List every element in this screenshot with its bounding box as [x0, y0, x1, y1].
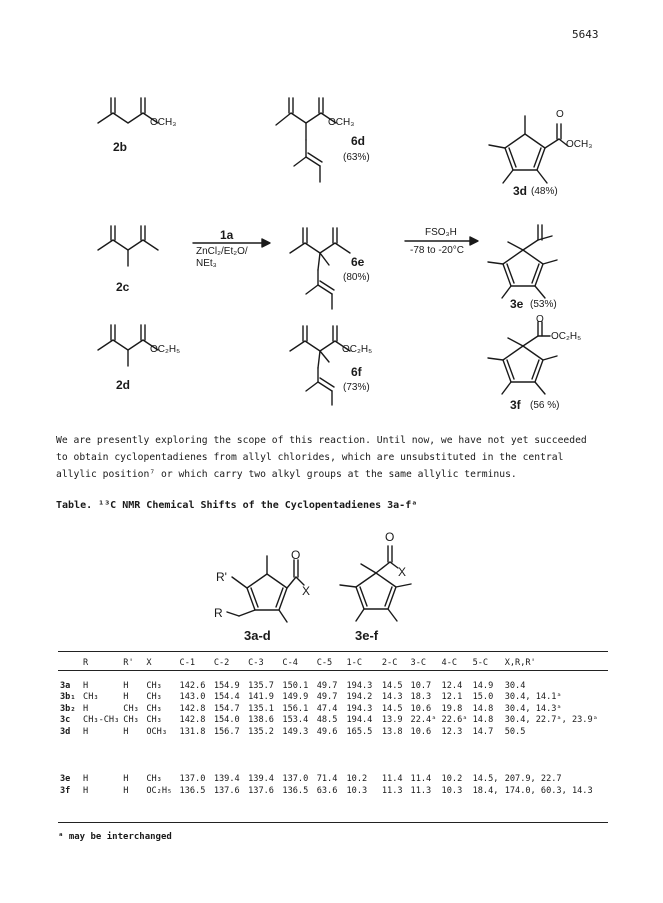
compound-label-3f: 3f — [510, 398, 521, 412]
table-cell: 14.5, — [472, 774, 499, 785]
structure-3f — [488, 322, 557, 394]
table-cell: 13.9 — [381, 715, 403, 726]
body-paragraph — [56, 432, 616, 483]
label-x-left: X — [302, 584, 311, 598]
table-cell: 11.4 — [381, 774, 403, 785]
table-cell: 22.6ᵃ — [441, 715, 468, 726]
compound-label-6d: 6d — [351, 134, 366, 148]
table-cell: 143.0 — [179, 692, 206, 703]
table-cell: H — [123, 726, 129, 737]
page-number: 5643 — [572, 28, 599, 41]
table-cell: 138.6 — [248, 715, 274, 726]
compound-label-6f: 6f — [351, 365, 362, 379]
table-cell: 19.8 — [441, 703, 463, 714]
table-cell: 49.7 — [316, 692, 338, 703]
table-cell: 10.6 — [410, 726, 432, 737]
compound-label-6e: 6e — [351, 255, 365, 269]
table-cell: 3e — [60, 774, 71, 785]
table-cell: H — [123, 774, 129, 785]
table-cell: 10.3 — [441, 785, 463, 796]
table-cell: 136.5 — [179, 785, 206, 796]
group-oc2h5-2d: OC₂H₅ — [150, 344, 181, 355]
table-cell: 150.1 — [282, 680, 309, 691]
table-cell: C-4 — [282, 658, 298, 668]
table-cell: 14.7 — [472, 726, 494, 737]
table-cell: 50.5 — [504, 726, 526, 737]
table-cell: 165.5 — [346, 726, 373, 737]
table-bottom-rule — [58, 822, 608, 823]
structure-2b — [98, 98, 158, 123]
table-cell: CH₃ — [146, 692, 162, 703]
table-cell: H — [123, 785, 129, 796]
yield-6f: (73%) — [343, 382, 370, 393]
table-cell: 194.2 — [346, 692, 373, 703]
table-spacer — [58, 670, 608, 680]
table-cell: 30.4, 22.7ᵃ, 23.9ᵃ — [504, 715, 598, 726]
table-top-rule — [58, 651, 608, 652]
table-cell: 49.7 — [316, 680, 338, 691]
table-cell: CH₃ — [83, 692, 99, 703]
structure-3d — [489, 116, 568, 183]
table-cell: 14.8 — [472, 703, 494, 714]
table-cell: 3a — [60, 680, 71, 691]
table-cell: 131.8 — [179, 726, 206, 737]
label-o-right: O — [385, 530, 395, 544]
table-cell: R — [83, 658, 89, 668]
table-cell: 156.7 — [213, 726, 240, 737]
nmr-table — [58, 656, 608, 797]
structure-2d — [98, 325, 158, 366]
table-cell: 153.4 — [282, 715, 309, 726]
carbonyl-o-3f: O — [536, 314, 544, 325]
group-och3-6d: OCH₃ — [328, 117, 355, 128]
table-cell: 10.2 — [441, 774, 463, 785]
table-cell: CH₃ — [146, 774, 162, 785]
table-cell: 137.0 — [282, 774, 309, 785]
table-cell: 142.8 — [179, 703, 206, 714]
table-cell: 48.5 — [316, 715, 338, 726]
table-cell: 14.9 — [472, 680, 494, 691]
table-row — [58, 703, 608, 715]
table-cell: 154.0 — [213, 715, 240, 726]
table-row — [58, 726, 608, 738]
table-cell: 12.4 — [441, 680, 463, 691]
table-cell: 12.3 — [441, 726, 463, 737]
table-cell: 30.4, 14.1ᵃ — [504, 692, 562, 703]
conditions-temperature: -78 to -20°C — [410, 245, 465, 256]
table-caption: Table. ¹³C NMR Chemical Shifts of the Cyclopentadienes 3a-fᵃ — [56, 500, 418, 511]
table-cell: 142.8 — [179, 715, 206, 726]
table-cell: 14.3 — [381, 692, 403, 703]
yield-3e: (53%) — [530, 299, 557, 310]
table-cell: H — [83, 785, 89, 796]
table-cell: 135.1 — [248, 703, 274, 714]
structure-6e — [290, 228, 350, 309]
paragraph-line: to obtain cyclopentadienes from allyl chlorides, which are unsubstituted in the central — [56, 452, 564, 463]
label-o-left: O — [291, 548, 301, 562]
group-oc2h5-3f: OC₂H₅ — [551, 331, 582, 342]
table-cell: 10.6 — [410, 703, 432, 714]
table-cell: 63.6 — [316, 785, 338, 796]
table-cell: 149.3 — [282, 726, 309, 737]
table-cell: 47.4 — [316, 703, 338, 714]
compound-label-3e: 3e — [510, 297, 524, 311]
table-cell: 13.8 — [381, 726, 403, 737]
group-oc2h5-6f: OC₂H₅ — [342, 344, 373, 355]
table-cell: 71.4 — [316, 774, 338, 785]
reagent-1a: 1a — [220, 228, 234, 242]
table-cell: 154.9 — [213, 680, 240, 691]
table-cell: OCH₃ — [146, 726, 168, 737]
table-cell: 137.6 — [213, 785, 240, 796]
table-cell: 139.4 — [248, 774, 274, 785]
table-cell: 137.6 — [248, 785, 274, 796]
table-cell: 4-C — [441, 658, 458, 668]
conditions-line-1: ZnCl₂/Et₂O/ — [196, 246, 248, 257]
carbonyl-o-3d: O — [556, 109, 564, 120]
table-cell: R' — [123, 658, 134, 668]
table-cell: H — [123, 692, 129, 703]
table-cell: 139.4 — [213, 774, 240, 785]
table-row — [58, 715, 608, 727]
structure-3e-f — [340, 546, 411, 621]
table-cell: 11.4 — [410, 774, 432, 785]
compound-label-2b: 2b — [113, 140, 128, 154]
table-cell: 3b₁ — [60, 692, 76, 703]
yield-6d: (63%) — [343, 152, 370, 163]
table-cell: 174.0, 60.3, 14.3 — [504, 785, 593, 796]
structure-3a-d — [227, 556, 304, 622]
table-header-row — [58, 656, 608, 670]
table-cell: 194.3 — [346, 680, 373, 691]
table-cell: 149.9 — [282, 692, 309, 703]
table-cell: 15.0 — [472, 692, 494, 703]
compound-label-3d: 3d — [513, 184, 528, 198]
table-cell: 12.1 — [441, 692, 463, 703]
paragraph-line: allylic position⁷ or which carry two alkyl groups at the same allylic terminus. — [56, 469, 517, 480]
table-cell: CH₃ — [146, 703, 162, 714]
table-cell: 5-C — [472, 658, 489, 668]
table-cell: H — [83, 774, 89, 785]
table-cell: 137.0 — [179, 774, 206, 785]
table-cell: 154.7 — [213, 703, 240, 714]
label-rprime: R' — [216, 570, 227, 584]
table-row — [58, 774, 608, 786]
table-cell: CH₃-CH₃ — [83, 715, 120, 726]
table-spacer — [58, 738, 608, 774]
table-cell: 30.4 — [504, 680, 526, 691]
table-cell: 11.3 — [410, 785, 432, 796]
table-cell: CH₃ — [123, 703, 139, 714]
label-r: R — [214, 606, 223, 620]
table-cell: H — [83, 726, 89, 737]
label-x-right: X — [398, 565, 407, 579]
group-och3-3d: OCH₃ — [566, 139, 593, 150]
table-cell: X,R,R' — [504, 658, 536, 668]
compound-label-2d: 2d — [116, 378, 131, 392]
table-cell: CH₃ — [123, 715, 139, 726]
table-cell: H — [83, 703, 89, 714]
table-cell: 154.4 — [213, 692, 240, 703]
table-cell: 10.2 — [346, 774, 368, 785]
table-cell: 11.3 — [381, 785, 403, 796]
table-cell: 18.3 — [410, 692, 432, 703]
table-cell: OC₂H₅ — [146, 785, 173, 796]
table-cell: X — [146, 658, 152, 668]
table-cell: CH₃ — [146, 680, 162, 691]
table-cell: 10.3 — [346, 785, 368, 796]
table-cell: 3c — [60, 715, 71, 726]
table-cell: 141.9 — [248, 692, 274, 703]
table-cell: 2-C — [381, 658, 398, 668]
table-cell: 142.6 — [179, 680, 206, 691]
table-cell: 135.7 — [248, 680, 274, 691]
table-cell: 14.5 — [381, 680, 403, 691]
yield-6e: (80%) — [343, 272, 370, 283]
table-cell — [58, 656, 81, 670]
table-cell: C-2 — [213, 658, 230, 668]
reagent-fso3h: FSO₃H — [425, 227, 457, 238]
label-3e-f: 3e-f — [355, 628, 379, 643]
table-cell: 3d — [60, 726, 71, 737]
table-footnote: ᵃ may be interchanged — [58, 832, 172, 842]
table-cell: 3b₂ — [60, 703, 76, 714]
nmr-table-body — [58, 656, 608, 797]
table-cell: H — [123, 680, 129, 691]
structure-3e — [488, 225, 557, 298]
table-cell: CH₃ — [146, 715, 162, 726]
table-cell: 14.8 — [472, 715, 494, 726]
conditions-arrow-1 — [196, 246, 248, 270]
table-cell: C-3 — [248, 658, 264, 668]
table-cell: 135.2 — [248, 726, 274, 737]
paragraph-line: We are presently exploring the scope of this reaction. Until now, we have not yet succeeded — [56, 435, 587, 446]
structure-6f — [290, 326, 350, 405]
table-cell: 194.3 — [346, 703, 373, 714]
table-cell: 194.4 — [346, 715, 373, 726]
table-cell: 30.4, 14.3ᵃ — [504, 703, 562, 714]
table-cell: 22.4ᵃ — [410, 715, 437, 726]
table-cell: 18.4, — [472, 785, 499, 796]
table-row — [58, 692, 608, 704]
structure-6d — [276, 98, 336, 182]
table-cell: 156.1 — [282, 703, 309, 714]
table-cell: 3f — [60, 785, 71, 796]
yield-3f: (56 %) — [530, 400, 560, 411]
conditions-line-2: NEt₃ — [196, 258, 217, 269]
table-cell: C-1 — [179, 658, 196, 668]
structure-2c — [98, 226, 158, 266]
table-cell: 10.7 — [410, 680, 432, 691]
table-cell: 3-C — [410, 658, 427, 668]
label-3a-d: 3a-d — [244, 628, 271, 643]
compound-label-2c: 2c — [116, 280, 130, 294]
table-cell: H — [83, 680, 89, 691]
table-row — [58, 680, 608, 692]
table-cell: 49.6 — [316, 726, 338, 737]
table-cell: 136.5 — [282, 785, 309, 796]
table-cell: 1-C — [346, 658, 362, 668]
group-och3-2b: OCH₃ — [150, 117, 177, 128]
table-row — [58, 785, 608, 797]
table-cell: 207.9, 22.7 — [504, 774, 562, 785]
table-cell: 14.5 — [381, 703, 403, 714]
table-cell: C-5 — [316, 658, 333, 668]
yield-3d: (48%) — [531, 186, 558, 197]
